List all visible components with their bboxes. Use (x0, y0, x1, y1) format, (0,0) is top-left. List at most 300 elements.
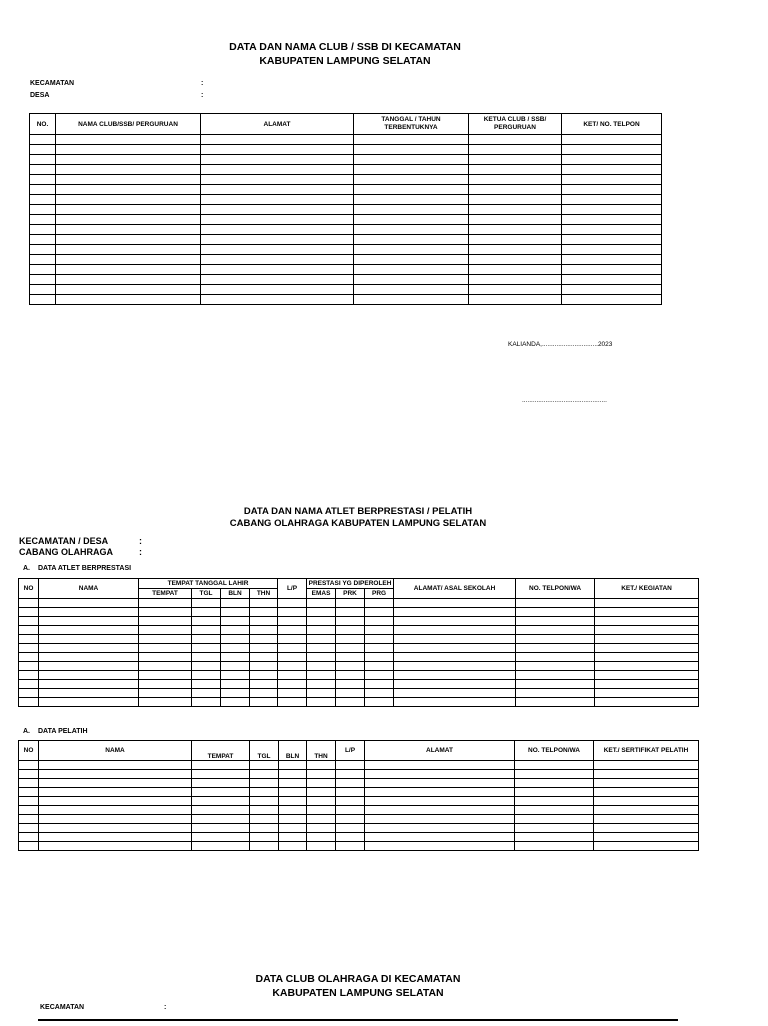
club-table-cell (201, 275, 354, 285)
atlet-table-cell (365, 698, 394, 707)
pelatih-table-row (19, 815, 699, 824)
club-table-cell (56, 285, 201, 295)
pelatih-table-cell (250, 770, 279, 779)
atlet-table-cell (595, 599, 699, 608)
atlet-table-cell (250, 608, 278, 617)
pelatih-table-cell (365, 806, 515, 815)
club-table-cell (201, 295, 354, 305)
pelatih-table-row (19, 770, 699, 779)
atlet-table-cell (250, 644, 278, 653)
club-table-cell (201, 245, 354, 255)
club-table-cell (56, 205, 201, 215)
club-table-row (30, 215, 662, 225)
pelatih-table-cell (515, 770, 594, 779)
atlet-table-cell (516, 698, 595, 707)
atlet-table-cell (19, 599, 39, 608)
club-table-cell (56, 235, 201, 245)
pelatih-table-cell (279, 761, 307, 770)
club-table-cell (56, 175, 201, 185)
pelatih-table-row (19, 842, 699, 851)
club-table-cell (469, 245, 562, 255)
atlet-table-body (19, 599, 699, 707)
atlet-table-cell (336, 671, 365, 680)
atlet-table-cell (516, 689, 595, 698)
club-table-cell (30, 185, 56, 195)
pelatih-table-cell (279, 788, 307, 797)
atlet-table-cell (250, 671, 278, 680)
atlet-table-row (19, 680, 699, 689)
atlet-table-cell (19, 680, 39, 689)
pelatih-col-no: NO (19, 741, 39, 761)
pelatih-table-cell (39, 761, 192, 770)
club-table-cell (562, 155, 662, 165)
pelatih-table-cell (250, 797, 279, 806)
pelatih-table-cell (250, 806, 279, 815)
pelatih-table-row (19, 824, 699, 833)
pelatih-table-cell (336, 833, 365, 842)
club-table-cell (201, 265, 354, 275)
atlet-col-prg: PRG (365, 589, 394, 599)
club-table-cell (469, 195, 562, 205)
club-table-cell (354, 145, 469, 155)
atlet-table-cell (19, 635, 39, 644)
atlet-table-cell (336, 608, 365, 617)
club-table-cell (562, 285, 662, 295)
atlet-table-cell (595, 626, 699, 635)
club-table-cell (30, 145, 56, 155)
pelatih-table-cell (307, 770, 336, 779)
club-table (29, 113, 662, 305)
club-col-no: NO. (30, 114, 56, 135)
club-table-cell (469, 185, 562, 195)
pelatih-col-telp: NO. TELPON/WA (515, 741, 594, 761)
atlet-table-cell (39, 689, 139, 698)
atlet-table-cell (278, 653, 307, 662)
atlet-table-cell (595, 698, 699, 707)
pelatih-table-body (19, 761, 699, 851)
atlet-table-cell (336, 617, 365, 626)
pelatih-table-cell (594, 806, 699, 815)
atlet-table-cell (139, 635, 192, 644)
atlet-table-cell (365, 689, 394, 698)
club-table-cell (56, 255, 201, 265)
atlet-table-cell (595, 608, 699, 617)
club-table-cell (30, 215, 56, 225)
club-table-cell (30, 255, 56, 265)
pelatih-table-cell (365, 770, 515, 779)
atlet-table-cell (278, 635, 307, 644)
pelatih-table-cell (39, 815, 192, 824)
pelatih-table-cell (365, 824, 515, 833)
pelatih-table-cell (594, 842, 699, 851)
club-table-cell (354, 215, 469, 225)
pelatih-col-tempat: TEMPAT (192, 741, 250, 761)
atlet-table-cell (192, 653, 221, 662)
atlet-table-cell (221, 698, 250, 707)
atlet-table-row (19, 671, 699, 680)
club-table-cell (56, 225, 201, 235)
pelatih-table-cell (250, 824, 279, 833)
club-table-cell (30, 205, 56, 215)
atlet-col-thn: THN (250, 589, 278, 599)
atlet-table-cell (307, 599, 336, 608)
kecamatan-desa-colon: : (139, 536, 142, 546)
club-table-cell (201, 165, 354, 175)
pelatih-table-cell (39, 779, 192, 788)
club-table-cell (201, 255, 354, 265)
pelatih-table-cell (307, 788, 336, 797)
pelatih-table-cell (192, 806, 250, 815)
pelatih-table-cell (307, 842, 336, 851)
pelatih-table-cell (192, 797, 250, 806)
club-col-ketua: KETUA CLUB / SSB/ PERGURUAN (469, 114, 562, 135)
atlet-table-cell (250, 689, 278, 698)
pelatih-table-cell (515, 815, 594, 824)
club-table-cell (562, 145, 662, 155)
atlet-col-bln: BLN (221, 589, 250, 599)
atlet-table-cell (394, 608, 516, 617)
atlet-col-alamat: ALAMAT/ ASAL SEKOLAH (394, 579, 516, 599)
club-table-cell (30, 165, 56, 175)
atlet-table-cell (192, 626, 221, 635)
atlet-table-cell (394, 617, 516, 626)
pelatih-table-cell (279, 797, 307, 806)
section1-title-line1: DATA DAN NAMA CLUB / SSB DI KECAMATAN (229, 41, 461, 53)
club-table-cell (562, 185, 662, 195)
atlet-table-cell (139, 680, 192, 689)
atlet-table-cell (221, 662, 250, 671)
atlet-table-cell (250, 698, 278, 707)
atlet-table-cell (192, 644, 221, 653)
atlet-table-cell (595, 635, 699, 644)
pelatih-table-cell (336, 788, 365, 797)
pelatih-table-cell (250, 779, 279, 788)
cabang-colon: : (139, 547, 142, 557)
atlet-table-cell (336, 635, 365, 644)
pelatih-table-cell (192, 824, 250, 833)
section1-title (0, 40, 690, 68)
club-table-cell (562, 275, 662, 285)
atlet-table-cell (516, 644, 595, 653)
club-table-cell (30, 275, 56, 285)
atlet-table-cell (192, 689, 221, 698)
pelatih-table-cell (336, 842, 365, 851)
club-table-cell (354, 235, 469, 245)
atlet-table-cell (221, 608, 250, 617)
club-table-cell (562, 135, 662, 145)
atlet-table-cell (365, 635, 394, 644)
atlet-table-cell (336, 653, 365, 662)
pelatih-table-cell (594, 833, 699, 842)
atlet-table-cell (19, 689, 39, 698)
pelatih-col-alamat: ALAMAT (365, 741, 515, 761)
atlet-table-cell (394, 599, 516, 608)
pelatih-table-cell (515, 797, 594, 806)
atlet-table-cell (336, 599, 365, 608)
atlet-table-cell (250, 599, 278, 608)
pelatih-table-cell (594, 824, 699, 833)
pelatih-table-cell (250, 761, 279, 770)
club-table-cell (562, 255, 662, 265)
club-table-cell (354, 285, 469, 295)
atlet-table-cell (278, 599, 307, 608)
club-table-cell (30, 155, 56, 165)
atlet-table-cell (365, 599, 394, 608)
club-table-cell (201, 135, 354, 145)
pelatih-table-cell (19, 779, 39, 788)
atlet-table-cell (394, 662, 516, 671)
pelatih-table-cell (192, 833, 250, 842)
club-table-cell (562, 265, 662, 275)
club-table-row (30, 205, 662, 215)
pelatih-table-cell (515, 761, 594, 770)
pelatih-table (18, 740, 699, 851)
atlet-table-cell (139, 599, 192, 608)
atlet-table-cell (394, 644, 516, 653)
club-table-cell (30, 295, 56, 305)
club-table-row (30, 145, 662, 155)
atlet-table-cell (595, 671, 699, 680)
club-table-cell (354, 275, 469, 285)
club-table-cell (354, 165, 469, 175)
pelatih-col-nama: NAMA (39, 741, 192, 761)
pelatih-table-cell (365, 788, 515, 797)
pelatih-table-cell (515, 806, 594, 815)
sub-a2-marker: A. (23, 728, 30, 735)
club-table-header-row (30, 114, 662, 135)
club-table-cell (56, 245, 201, 255)
pelatih-table-cell (336, 797, 365, 806)
atlet-table-cell (307, 626, 336, 635)
club-table-cell (469, 285, 562, 295)
club-table-cell (562, 215, 662, 225)
atlet-table-cell (139, 662, 192, 671)
atlet-table-cell (307, 617, 336, 626)
pelatih-table-cell (250, 815, 279, 824)
atlet-table-cell (365, 608, 394, 617)
section3-title (0, 972, 716, 1000)
pelatih-col-tgl: TGL (250, 741, 279, 761)
pelatih-table-cell (336, 815, 365, 824)
pelatih-header-row (19, 741, 699, 761)
club-table-cell (562, 245, 662, 255)
atlet-table-cell (250, 626, 278, 635)
club-table-row (30, 155, 662, 165)
atlet-table-cell (394, 698, 516, 707)
atlet-table-cell (192, 662, 221, 671)
club-table-row (30, 275, 662, 285)
atlet-table-cell (221, 635, 250, 644)
club-table-row (30, 285, 662, 295)
atlet-table-cell (595, 617, 699, 626)
club-table-cell (469, 255, 562, 265)
club-table-cell (56, 135, 201, 145)
atlet-table-cell (516, 617, 595, 626)
pelatih-table-cell (192, 788, 250, 797)
atlet-table-cell (336, 644, 365, 653)
atlet-table-cell (278, 671, 307, 680)
atlet-table-cell (221, 617, 250, 626)
atlet-table-cell (221, 599, 250, 608)
club-table-cell (469, 235, 562, 245)
pelatih-col-ket: KET./ SERTIFIKAT PELATIH (594, 741, 699, 761)
atlet-table-cell (365, 671, 394, 680)
atlet-table-cell (278, 626, 307, 635)
club-table-cell (201, 285, 354, 295)
section3-title-line1: DATA CLUB OLAHRAGA DI KECAMATAN (255, 973, 461, 985)
club-table-cell (354, 245, 469, 255)
atlet-table-row (19, 635, 699, 644)
club-table-row (30, 265, 662, 275)
pelatih-table-cell (19, 815, 39, 824)
atlet-table-cell (39, 662, 139, 671)
atlet-table-cell (250, 617, 278, 626)
atlet-table-cell (516, 599, 595, 608)
pelatih-table-cell (307, 761, 336, 770)
club-table-row (30, 185, 662, 195)
atlet-table-cell (221, 680, 250, 689)
atlet-table-cell (192, 680, 221, 689)
pelatih-table-cell (250, 788, 279, 797)
atlet-table-cell (595, 689, 699, 698)
atlet-table-row (19, 608, 699, 617)
pelatih-table-cell (192, 815, 250, 824)
club-table-cell (469, 205, 562, 215)
atlet-table-cell (139, 689, 192, 698)
pelatih-table-cell (39, 806, 192, 815)
pelatih-table-cell (365, 833, 515, 842)
pelatih-table-cell (515, 788, 594, 797)
pelatih-col-bln: BLN (279, 741, 307, 761)
atlet-table-cell (516, 626, 595, 635)
section2-title-line1: DATA DAN NAMA ATLET BERPRESTASI / PELATIH (243, 506, 473, 517)
pelatih-table-cell (594, 815, 699, 824)
atlet-table-cell (307, 635, 336, 644)
atlet-table-cell (39, 680, 139, 689)
pelatih-table-cell (250, 833, 279, 842)
atlet-table-cell (250, 653, 278, 662)
atlet-col-prestasi: PRESTASI YG DIPEROLEH (307, 579, 394, 589)
club-table-cell (469, 145, 562, 155)
atlet-table-cell (192, 599, 221, 608)
club-table-cell (30, 265, 56, 275)
club-table-cell (201, 195, 354, 205)
section2-title (0, 506, 716, 530)
atlet-table-cell (394, 680, 516, 689)
atlet-table-cell (394, 671, 516, 680)
atlet-table-row (19, 698, 699, 707)
pelatih-table-cell (515, 779, 594, 788)
atlet-table-row (19, 662, 699, 671)
atlet-col-tgl: TGL (192, 589, 221, 599)
atlet-table-row (19, 689, 699, 698)
club-table-cell (354, 155, 469, 165)
atlet-table-cell (307, 644, 336, 653)
atlet-table-cell (595, 680, 699, 689)
pelatih-table-cell (365, 842, 515, 851)
atlet-table-cell (250, 662, 278, 671)
atlet-table-cell (139, 698, 192, 707)
atlet-table-cell (336, 680, 365, 689)
atlet-col-ket: KET./ KEGIATAN (595, 579, 699, 599)
club-table-cell (354, 205, 469, 215)
pelatih-table-cell (279, 833, 307, 842)
kecamatan-colon: : (201, 80, 204, 87)
club-table-cell (562, 225, 662, 235)
atlet-table-cell (39, 671, 139, 680)
club-table-cell (469, 175, 562, 185)
atlet-table-cell (278, 662, 307, 671)
pelatih-table-cell (19, 788, 39, 797)
pelatih-col-thn: THN (307, 741, 336, 761)
atlet-table-cell (307, 698, 336, 707)
club-table-cell (56, 155, 201, 165)
atlet-table-cell (516, 653, 595, 662)
atlet-table-cell (516, 635, 595, 644)
atlet-col-emas: EMAS (307, 589, 336, 599)
atlet-col-ttl: TEMPAT TANGGAL LAHIR (139, 579, 278, 589)
atlet-table-cell (221, 689, 250, 698)
pelatih-table-cell (365, 815, 515, 824)
atlet-table-cell (19, 698, 39, 707)
atlet-table-cell (336, 698, 365, 707)
atlet-table-cell (394, 653, 516, 662)
kecamatan-label: KECAMATAN (30, 80, 75, 87)
club-table-row (30, 255, 662, 265)
atlet-table-cell (307, 608, 336, 617)
club-table-cell (562, 295, 662, 305)
pelatih-table-cell (39, 788, 192, 797)
atlet-table-cell (278, 698, 307, 707)
pelatih-table-cell (279, 806, 307, 815)
atlet-table-cell (192, 617, 221, 626)
atlet-table-cell (19, 662, 39, 671)
atlet-table-row (19, 617, 699, 626)
club-table-cell (56, 145, 201, 155)
club-table-cell (354, 225, 469, 235)
atlet-table-cell (139, 644, 192, 653)
atlet-table-cell (307, 653, 336, 662)
sub-a1-marker: A. (23, 565, 30, 572)
pelatih-table-cell (39, 824, 192, 833)
atlet-table-cell (394, 689, 516, 698)
place-date: KALIANDA,...............................2023 (508, 341, 613, 348)
club-table-cell (56, 185, 201, 195)
club-table-cell (354, 265, 469, 275)
pelatih-table-cell (307, 806, 336, 815)
pelatih-table-cell (39, 842, 192, 851)
desa-label: DESA (30, 92, 50, 99)
club-table-cell (56, 265, 201, 275)
atlet-table-cell (39, 653, 139, 662)
pelatih-table-cell (39, 833, 192, 842)
atlet-table-cell (278, 608, 307, 617)
pelatih-table-cell (336, 779, 365, 788)
pelatih-table-row (19, 788, 699, 797)
pelatih-table-cell (594, 770, 699, 779)
atlet-table-cell (19, 626, 39, 635)
pelatih-table-cell (365, 779, 515, 788)
atlet-table-cell (336, 662, 365, 671)
pelatih-table-cell (594, 779, 699, 788)
club-table-cell (201, 175, 354, 185)
club-table-cell (56, 195, 201, 205)
atlet-table-cell (192, 698, 221, 707)
pelatih-table-cell (192, 761, 250, 770)
pelatih-table-row (19, 779, 699, 788)
atlet-table-cell (365, 680, 394, 689)
pelatih-table-cell (336, 770, 365, 779)
